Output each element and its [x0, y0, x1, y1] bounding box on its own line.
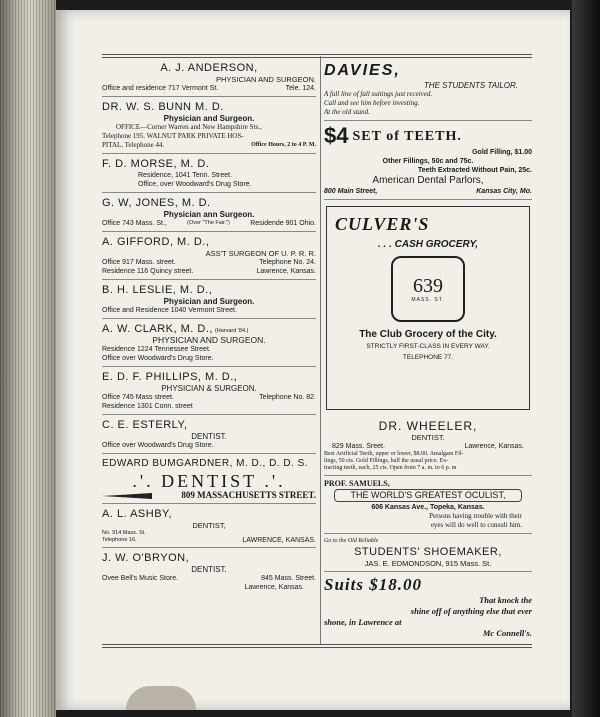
ad-line: Office 743 Mass. St.,: [102, 220, 167, 227]
ad-line: Other Fillings, 50c and 75c.: [382, 158, 474, 165]
ad-name: SET of TEETH.: [352, 128, 462, 144]
ad-line: OFFICE—Corner Warren and New Hampshire Sts.,: [116, 123, 262, 131]
ad-line: Ovee Bell's Music Store.: [102, 575, 179, 582]
ad-line: Telephone 16.: [102, 537, 137, 543]
ad-name: A. GIFFORD, M. D.,: [102, 236, 210, 248]
ad-line: Residende 901 Ohio.: [250, 220, 316, 227]
ad-name: J. W. O'BRYON,: [102, 552, 190, 564]
ad-name: B. H. LESLIE, M. D.,: [102, 284, 213, 296]
ad-teeth: [324, 121, 532, 200]
ad-name: EDWARD BUMGARDNER, M. D., D. D. S.: [102, 458, 309, 469]
ad-tagline: The Club Grocery of the City.: [359, 329, 497, 340]
ad-title: DENTIST.: [411, 433, 445, 442]
ad-title: PHYSICIAN AND SURGEON.: [152, 335, 266, 345]
ad-morse: [102, 154, 316, 193]
ad-line: 809 MASSACHUSETTS STREET.: [181, 490, 316, 500]
ad-line: Kansas City, Mo.: [476, 188, 532, 195]
ad-line: Residence 1301 Conn. street: [102, 403, 193, 410]
ad-name: DR. WHEELER,: [378, 419, 478, 433]
arrow-icon: [102, 493, 152, 499]
ad-name: DAVIES,: [324, 62, 401, 79]
ad-title: .'. DENTIST .'.: [132, 471, 286, 491]
ad-line: 845 Mass. Street.: [261, 575, 316, 582]
ad-line: Lawrence, Kansas.: [244, 584, 304, 591]
ad-line: A full line of fall suitings just received.: [324, 90, 433, 98]
ad-line: Tele. 124.: [285, 85, 316, 92]
ad-phillips: [102, 367, 316, 415]
ad-line: Office over Woodward's Drug Store.: [102, 442, 214, 449]
ad-line: Office, over Woodward's Drug Store.: [138, 181, 252, 188]
ad-price: $4: [324, 123, 349, 148]
column-divider: [320, 56, 321, 644]
ad-line: Lawrence, Kansas.: [256, 268, 316, 275]
badge-number: 639: [413, 275, 443, 297]
ad-shoemaker: [324, 534, 532, 572]
ad-name: STUDENTS' SHOEMAKER,: [354, 546, 502, 558]
ad-line: Office and Residence 1040 Vermont Street.: [102, 307, 237, 314]
ad-line: JAS. E. EDMONDSON, 915 Mass. St.: [364, 559, 492, 568]
ad-line: 829 Mass. Sreet.: [332, 443, 385, 450]
ad-clark: [102, 319, 316, 367]
ad-line: Gold Filling, $1.00: [472, 149, 532, 156]
ad-obryon: [102, 548, 316, 595]
ad-name: A. W. CLARK, M. D.,: [102, 323, 213, 335]
address-badge: [391, 256, 465, 322]
ad-line: TELEPHONE 77.: [402, 354, 454, 361]
ad-name: A. L. ASHBY,: [102, 508, 173, 520]
ad-line: Office and residence 717 Vermont St.: [102, 85, 219, 92]
ad-line: Residence, 1041 Tenn. Street.: [138, 172, 233, 179]
ad-bumgardner: [102, 454, 316, 504]
ad-line: LAWRENCE, KANSAS.: [242, 537, 316, 544]
ad-title: DENTIST.: [191, 432, 227, 441]
ad-bunn: [102, 97, 316, 154]
left-column: [102, 58, 316, 595]
ad-line: shone, in Lawrence at: [324, 617, 402, 627]
book-spine: [0, 0, 56, 717]
bottom-rule: [102, 644, 532, 648]
ad-title: Physician ann Surgeon.: [163, 210, 255, 219]
book-edge: [572, 0, 600, 717]
ad-line: Mc Connell's.: [482, 628, 532, 638]
ad-line: Office over Woodward's Drug Store.: [102, 355, 214, 362]
ad-line: Residence 1224 Tennessee Street.: [102, 346, 211, 353]
ad-line: Telephone 195. WALNUT PARK PRIVATE HOS-: [102, 132, 244, 140]
ad-line: No. 914 Mass. St.: [102, 530, 146, 536]
ad-line: STRICTLY FIRST-CLASS IN EVERY WAY.: [366, 343, 490, 350]
ad-line: Telephone No. 82.: [259, 394, 316, 401]
ad-title: . . . CASH GROCERY,: [377, 239, 479, 250]
ad-line: lings, 50 cts. Gold Fillings, half the usual price. Ex-: [324, 458, 449, 464]
ad-title: PHYSICIAN AND SURGEON.: [215, 75, 316, 84]
ad-line: Office 745 Mass street.: [102, 394, 174, 401]
ad-title: DENTIST,: [192, 521, 226, 530]
ad-line: Residence 116 Quincy street.: [102, 268, 194, 275]
ad-title: ASS'T SURGEON OF U. P. R. R.: [205, 249, 316, 258]
ad-line: That knock the: [479, 595, 532, 605]
ad-title: Physician and Surgeon.: [163, 297, 255, 306]
ad-name: PROF. SAMUELS,: [324, 479, 390, 488]
ad-name: F. D. MORSE, M. D.: [102, 158, 210, 170]
ad-line: 800 Main Street,: [324, 188, 378, 195]
ad-line: Office 917 Mass. street.: [102, 259, 176, 266]
ad-wheeler: [324, 416, 532, 476]
ad-line: Go to the Old Reliable: [324, 538, 379, 544]
badge-street: MASS. ST.: [411, 297, 445, 303]
thumb: [126, 686, 196, 710]
ad-line: Best Artificial Teeth, upper or lower, $8.00. Amalgam Fil-: [324, 451, 464, 457]
ad-anderson: [102, 58, 316, 97]
ad-line: Call and see him before investing.: [324, 99, 420, 107]
ad-line: Teeth Extracted Without Pain, 25c.: [417, 167, 532, 174]
ad-line: (Over "The Fair."): [187, 220, 230, 226]
ad-davies: [324, 58, 532, 121]
ad-name: CULVER'S: [335, 214, 430, 234]
ad-name: Suits $18.00: [324, 575, 422, 594]
ad-name: E. D. F. PHILLIPS, M. D.,: [102, 371, 238, 383]
ad-line: tracting teeth, each, 25 cts. Open from 7 a. m. to 6 p. m: [324, 465, 457, 471]
ad-name: DR. W. S. BUNN M. D.: [102, 101, 224, 113]
ad-ashby: [102, 504, 316, 548]
ad-line: At the old stand.: [324, 108, 370, 116]
ad-esterly: [102, 415, 316, 454]
ad-samuels: [324, 476, 532, 534]
ad-suits: [324, 572, 532, 642]
ad-line: Office Hours, 2 to 4 P. M.: [251, 142, 316, 148]
ad-line: Persons having trouble with their: [429, 512, 522, 520]
ad-line: Telephone No. 24.: [259, 259, 316, 266]
ad-title: Physician and Surgeon.: [163, 114, 255, 123]
ad-gifford: [102, 232, 316, 280]
ad-name: C. E. ESTERLY,: [102, 419, 188, 431]
ad-name: G. W, JONES, M. D.: [102, 197, 211, 209]
ad-name: A. J. ANDERSON,: [160, 62, 258, 74]
ad-line: eyes will do well to consult him.: [430, 521, 522, 529]
ad-line: Lawrence, Kansas.: [464, 443, 524, 450]
ad-jones: [102, 193, 316, 232]
ad-title: PHYSICIAN & SURGEON.: [161, 384, 257, 393]
ad-line: PITAL, Telephone 44.: [102, 141, 165, 149]
ad-line: 606 Kansas Ave., Topeka, Kansas.: [371, 504, 485, 511]
ad-title: THE STUDENTS TAILOR.: [423, 81, 518, 90]
ad-title: DENTIST.: [191, 565, 227, 574]
right-column: [324, 58, 532, 642]
ad-name: American Dental Parlors,: [372, 175, 484, 186]
page: [56, 10, 570, 710]
ad-leslie: [102, 280, 316, 319]
ad-culver: [326, 206, 530, 410]
ad-title: THE WORLD'S GREATEST OCULIST,: [334, 489, 522, 502]
ad-line: (Harvard '84.): [214, 328, 249, 334]
ad-line: shine off of anything else that ever: [410, 606, 532, 616]
